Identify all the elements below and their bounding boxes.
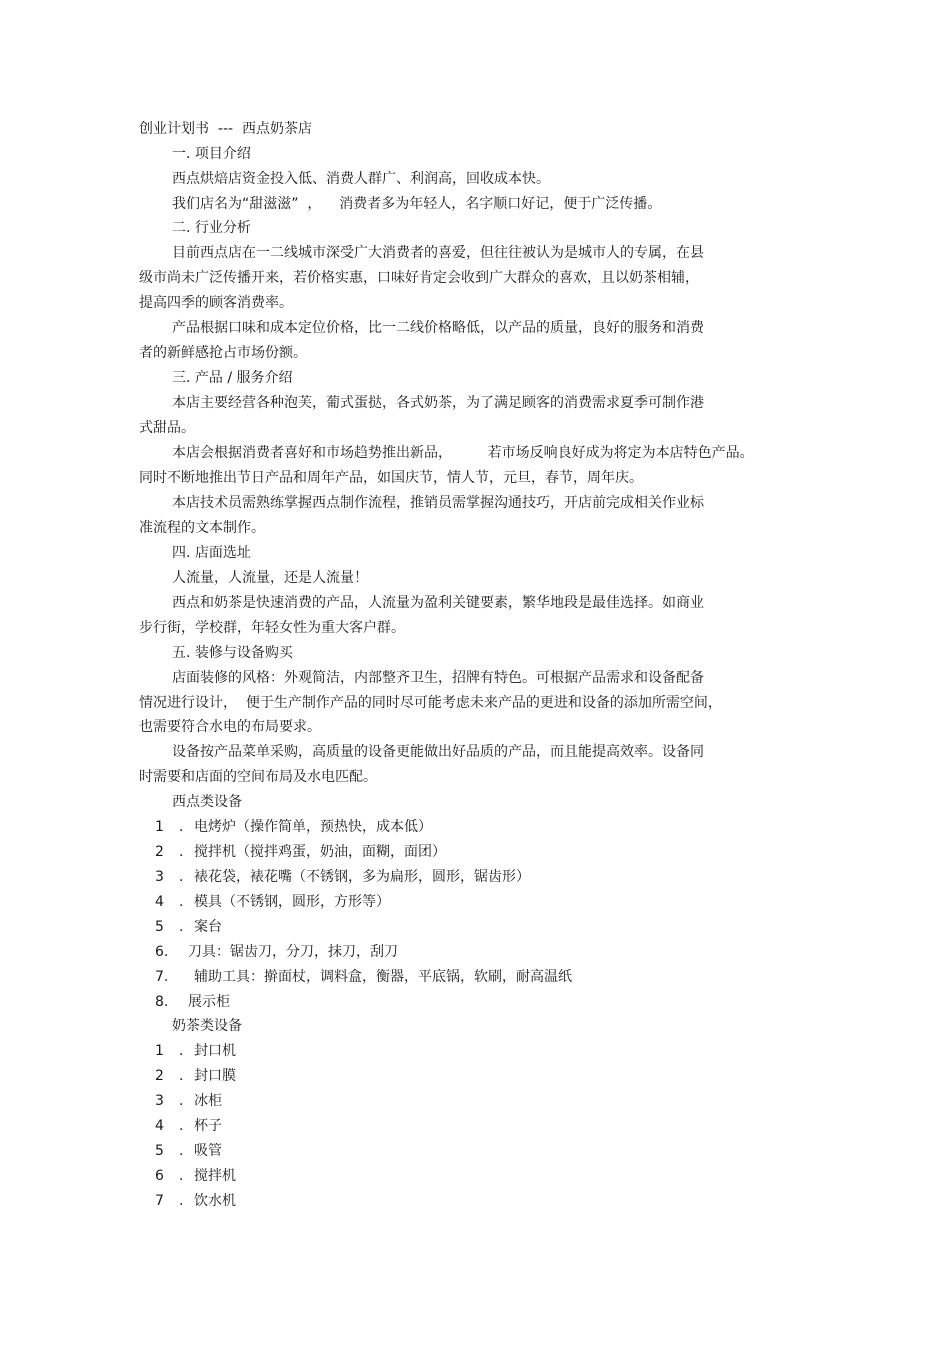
paragraph-line: 设备按产品菜单采购，高质量的设备更能做出好品质的产品，而且能提高效率。设备同 — [172, 744, 704, 760]
paragraph-line: 时需要和店面的空间布局及水电匹配。 — [139, 769, 377, 785]
list-item-separator: . — [179, 1143, 184, 1159]
list-item-text: 裱花袋，裱花嘴（不锈钢，多为扁形，圆形，锯齿形） — [194, 869, 530, 885]
list-item-text: 展示柜 — [188, 994, 230, 1010]
list-item-number: 3 — [155, 1093, 164, 1109]
section-heading-location: 四. 店面选址 — [172, 545, 251, 561]
list-item-number: 1 — [155, 1043, 164, 1059]
list-item-separator: . — [179, 919, 184, 935]
list-item-number: 7 — [155, 1193, 164, 1209]
paragraph-line: 本店主要经营各种泡芙，葡式蛋挞，各式奶茶，为了满足顾客的消费需求夏季可制作港 — [172, 395, 704, 411]
list-item-separator: . — [179, 844, 184, 860]
paragraph-line: 店面装修的风格：外观简洁，内部整齐卫生，招牌有特色。可根据产品需求和设备配备 — [172, 670, 704, 686]
paragraph-line: 西点和奶茶是快速消费的产品，人流量为盈利关键要素，繁华地段是最佳选择。如商业 — [172, 595, 704, 611]
paragraph-line: 目前西点店在一二线城市深受广大消费者的喜爱，但往往被认为是城市人的专属，在县 — [172, 245, 704, 261]
list-item-number: 5 — [155, 1143, 164, 1159]
section-heading-equipment: 五. 装修与设备购买 — [172, 645, 293, 661]
paragraph-line: 式甜品。 — [139, 420, 195, 436]
list-item-separator: . — [179, 1168, 184, 1184]
list-item-text: 杯子 — [194, 1118, 222, 1134]
list-item-number: 4 — [155, 1118, 164, 1134]
list-item-separator: . — [179, 1193, 184, 1209]
paragraph-line: 也需要符合水电的布局要求。 — [139, 719, 321, 735]
list-item-text: 吸管 — [194, 1143, 222, 1159]
list-item-text: 刀具：锯齿刀，分刀，抹刀，刮刀 — [188, 944, 398, 960]
list-item-text: 搅拌机 — [194, 1168, 236, 1184]
paragraph-line: 者的新鲜感抢占市场份额。 — [139, 345, 307, 361]
list-item-text: 饮水机 — [194, 1193, 236, 1209]
document-title: 创业计划书 --- 西点奶茶店 — [139, 121, 312, 137]
paragraph-line: 产品根据口味和成本定位价格，比一二线价格略低，以产品的质量，良好的服务和消费 — [172, 320, 704, 336]
paragraph-line: 提高四季的顾客消费率。 — [139, 295, 293, 311]
pastry-equipment-heading: 西点类设备 — [172, 794, 242, 810]
paragraph-line: 本店会根据消费者喜好和市场趋势推出新品， 若市场反响良好成为将定为本店特色产品。 — [172, 445, 754, 461]
paragraph-line: 准流程的文本制作。 — [139, 520, 265, 536]
list-item-number: 2 — [155, 844, 164, 860]
list-item-number: 6 — [155, 1168, 164, 1184]
list-item-text: 模具（不锈钢，圆形，方形等） — [194, 894, 390, 910]
list-item-text: 案台 — [194, 919, 222, 935]
paragraph-line: 西点烘焙店资金投入低、消费人群广、利润高，回收成本快。 — [172, 171, 550, 187]
list-item-number: 6. — [155, 944, 169, 960]
paragraph-line: 我们店名为“甜滋滋” ， 消费者多为年轻人，名字顺口好记，便于广泛传播。 — [172, 196, 662, 212]
paragraph-line: 同时不断地推出节日产品和周年产品，如国庆节，情人节，元旦，春节，周年庆。 — [139, 470, 643, 486]
list-item-text: 电烤炉（操作简单，预热快，成本低） — [194, 819, 432, 835]
list-item-number: 2 — [155, 1068, 164, 1084]
paragraph-line: 本店技术员需熟练掌握西点制作流程，推销员需掌握沟通技巧，开店前完成相关作业标 — [172, 495, 704, 511]
paragraph-line: 情况进行设计， 便于生产制作产品的同时尽可能考虑未来产品的更进和设备的添加所需空间， — [139, 695, 722, 711]
list-item-number: 4 — [155, 894, 164, 910]
list-item-text: 搅拌机（搅拌鸡蛋，奶油，面糊，面团） — [194, 844, 446, 860]
paragraph-line: 人流量，人流量，还是人流量！ — [172, 570, 368, 586]
list-item-number: 1 — [155, 819, 164, 835]
list-item-number: 7. — [155, 969, 169, 985]
list-item-separator: . — [179, 869, 184, 885]
paragraph-line: 步行街，学校群，年轻女性为重大客户群。 — [139, 620, 405, 636]
list-item-number: 3 — [155, 869, 164, 885]
list-item-separator: . — [179, 1043, 184, 1059]
list-item-text: 封口膜 — [194, 1068, 236, 1084]
list-item-number: 8. — [155, 994, 169, 1010]
milktea-equipment-heading: 奶茶类设备 — [172, 1018, 242, 1034]
list-item-separator: . — [179, 819, 184, 835]
list-item-separator: . — [179, 1093, 184, 1109]
list-item-number: 5 — [155, 919, 164, 935]
list-item-separator: . — [179, 894, 184, 910]
section-heading-products: 三. 产品 / 服务介绍 — [172, 370, 293, 386]
section-heading-industry: 二. 行业分析 — [172, 220, 251, 236]
list-item-text: 辅助工具：擀面杖，调料盒，衡器，平底锅，软刷，耐高温纸 — [194, 969, 572, 985]
paragraph-line: 级市尚未广泛传播开来，若价格实惠，口味好肯定会收到广大群众的喜欢，且以奶茶相辅， — [139, 270, 699, 286]
list-item-separator: . — [179, 1118, 184, 1134]
list-item-text: 封口机 — [194, 1043, 236, 1059]
list-item-separator: . — [179, 1068, 184, 1084]
section-heading-intro: 一. 项目介绍 — [172, 146, 251, 162]
list-item-text: 冰柜 — [194, 1093, 222, 1109]
